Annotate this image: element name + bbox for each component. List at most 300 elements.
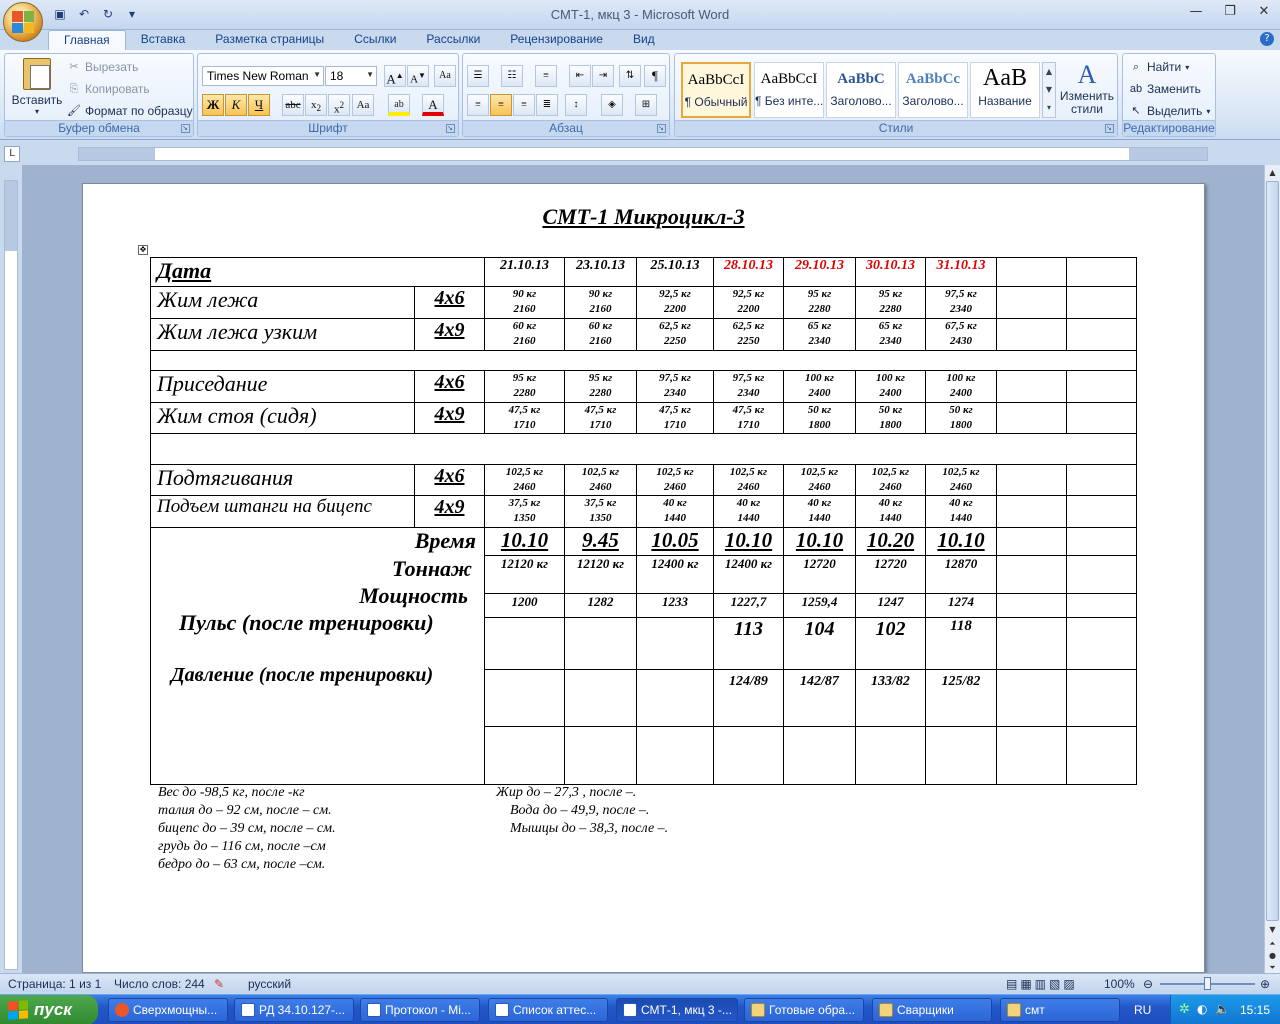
volume-value: 2460 (589, 481, 612, 493)
exercise-result-cell (714, 371, 784, 403)
note-line: бицепс до – 39 см, после – см. (158, 821, 336, 836)
weight-value: 47,5 кг (584, 404, 617, 416)
pulse-cell (637, 618, 714, 670)
volume-value: 2340 (950, 303, 972, 315)
exercise-result-cell (485, 403, 565, 434)
highlight-button[interactable]: ab (388, 94, 410, 116)
weight-value: 60 кг (512, 320, 537, 332)
tab-mailings[interactable]: Рассылки (426, 32, 481, 46)
replace-label: Заменить (1147, 82, 1201, 96)
customize-qat-icon[interactable]: ▾ (128, 7, 136, 21)
strikethrough-button[interactable]: abc (282, 94, 304, 116)
weight-value: 65 кг (878, 320, 903, 332)
help-icon[interactable]: ? (1260, 32, 1274, 46)
dates-row (151, 258, 1137, 287)
exercise-name: Жим стоя (сидя) (151, 403, 415, 434)
empty-cell (714, 727, 784, 785)
justify-button[interactable]: ≣ (536, 94, 558, 116)
note-line: грудь до – 116 см, после –см (158, 839, 326, 854)
style-no-spacing[interactable] (754, 62, 824, 118)
exercise-result-cell (637, 371, 714, 403)
volume-value: 2280 (513, 387, 536, 399)
exercise-result-cell (784, 319, 856, 351)
zoom-level[interactable]: 100% (1104, 977, 1135, 991)
font-size-combo[interactable] (325, 66, 377, 86)
font-group (197, 53, 459, 137)
power-cell: 1227,7 (714, 594, 784, 618)
exercise-result-cell (565, 287, 637, 319)
weight-value: 37,5 кг (508, 497, 541, 509)
tonnage-cell: 12400 кг (714, 556, 784, 594)
zoom-slider-knob[interactable] (1204, 977, 1211, 990)
font-name-combo[interactable] (202, 66, 324, 86)
date-cell: 31.10.13 (926, 258, 997, 287)
weight-value: 100 кг (876, 372, 905, 384)
exercise-result-cell (637, 403, 714, 434)
change-styles-icon: A (1077, 60, 1097, 89)
weight-value: 102,5 кг (656, 466, 694, 478)
scroll-down-icon[interactable]: ▼ (1269, 925, 1276, 934)
volume-value: 1710 (589, 419, 612, 431)
tonnage-cell: 12870 (926, 556, 997, 594)
style-sample: AaBbC (837, 71, 885, 87)
task-label: СМТ-1, мкц 3 -... (641, 1003, 732, 1017)
clock: 15:15 (1239, 1003, 1270, 1017)
taskbar-item[interactable] (234, 998, 354, 1022)
align-center-button[interactable]: ≡ (490, 94, 512, 116)
volume-value: 2430 (950, 335, 972, 347)
weight-value: 97,5 кг (945, 288, 977, 300)
chevron-down-icon: ▼ (366, 70, 374, 79)
volume-value: 2160 (513, 303, 536, 315)
font-color-button[interactable]: A (422, 94, 444, 116)
tab-review[interactable]: Рецензирование (510, 32, 603, 46)
empty-cell (1067, 528, 1137, 556)
empty-cell (926, 727, 997, 785)
date-cell: 25.10.13 (637, 258, 714, 287)
change-case-button[interactable]: Aa (352, 94, 374, 116)
exercise-scheme: 4х9 (415, 496, 485, 528)
empty-cell (485, 727, 565, 785)
exercise-name: Жим лежа узким (151, 319, 415, 351)
font-launcher-icon[interactable]: ↘ (446, 124, 455, 133)
empty-cell (997, 465, 1067, 496)
find-label: Найти (1147, 60, 1182, 74)
empty-cell (1067, 465, 1137, 496)
office-button[interactable] (3, 2, 43, 42)
clear-formatting-button[interactable]: Aa (434, 65, 456, 87)
title-bar (0, 0, 1280, 30)
volume-value: 2250 (737, 335, 760, 347)
weight-value: 62,5 кг (659, 320, 691, 332)
style-heading-1[interactable] (826, 62, 896, 118)
pressure-label: Давление (после тренировки) (171, 664, 434, 686)
note-line: Вода до – 49,9, после –. (510, 803, 650, 818)
styles-scroll[interactable]: ▲ ▼ ▾ (1042, 62, 1056, 118)
weight-value: 65 кг (807, 320, 832, 332)
weight-value: 50 кг (878, 404, 903, 416)
weight-value: 50 кг (949, 404, 973, 416)
taskbar-item-active[interactable] (616, 998, 738, 1022)
vertical-scrollbar[interactable] (1264, 165, 1280, 973)
exercise-scheme: 4х9 (415, 403, 485, 434)
paste-label: Вставить (11, 93, 63, 107)
grow-font-button[interactable]: A▲ (384, 65, 406, 87)
empty-cell (856, 727, 926, 785)
align-left-button[interactable]: ≡ (467, 94, 489, 116)
tab-selector[interactable]: L (4, 146, 20, 162)
empty-cell (997, 528, 1067, 556)
taskbar-item[interactable] (744, 998, 864, 1022)
undo-icon[interactable]: ↶ (78, 7, 90, 21)
exercise-result-cell (565, 371, 637, 403)
empty-cell (565, 727, 637, 785)
zoom-out-icon[interactable]: ⊖ (1143, 977, 1154, 991)
volume-value: 2400 (950, 387, 972, 399)
volume-value: 2340 (664, 387, 686, 399)
weight-value: 50 кг (807, 404, 832, 416)
align-right-button[interactable]: ≡ (513, 94, 535, 116)
exercise-result-cell (856, 496, 926, 528)
note-line: талия до – 92 см, после – см. (158, 803, 332, 818)
style-sample: AaBbCcI (760, 71, 818, 87)
folder-icon (879, 1003, 893, 1017)
task-label: Сварщики (897, 1003, 954, 1017)
volume-value: 2200 (737, 303, 760, 315)
power-cell: 1200 (485, 594, 565, 618)
exercise-name: Подтягивания (151, 465, 415, 496)
task-label: РД 34.10.127-... (259, 1003, 346, 1017)
weight-value: 102,5 кг (581, 466, 620, 478)
empty-cell (997, 670, 1067, 727)
exercise-result-cell (714, 465, 784, 496)
minimize-icon[interactable]: — (1189, 4, 1203, 19)
empty-cell (1067, 496, 1137, 528)
spacer-row (151, 434, 1137, 465)
exercise-result-cell (565, 319, 637, 351)
exercise-result-cell (926, 465, 997, 496)
pressure-cell: 142/87 (784, 670, 856, 727)
exercise-result-cell (784, 371, 856, 403)
weight-value: 40 кг (949, 497, 973, 509)
weight-value: 92,5 кг (732, 288, 765, 300)
tab-insert[interactable]: Вставка (140, 32, 186, 46)
weight-value: 47,5 кг (508, 404, 541, 416)
language[interactable]: русский (248, 977, 292, 991)
time-cell: 10.10 (714, 528, 784, 556)
task-label: Сверхмощны... (133, 1003, 218, 1017)
style-sample: AaBbCc (905, 71, 961, 87)
office-logo-icon (12, 11, 34, 33)
clipboard-launcher-icon[interactable]: ↘ (181, 124, 190, 133)
volume-value: 2160 (589, 335, 612, 347)
exercise-row (151, 287, 1137, 319)
tonnage-cell: 12120 кг (485, 556, 565, 594)
date-cell: 29.10.13 (784, 258, 856, 287)
empty-cell (997, 496, 1067, 528)
pressure-cell: 133/82 (856, 670, 926, 727)
style-normal[interactable] (681, 62, 751, 118)
empty-cell (997, 371, 1067, 403)
show-marks-button[interactable]: ¶ (644, 65, 666, 87)
format-painter-button[interactable] (67, 104, 193, 118)
weight-value: 97,5 кг (659, 372, 691, 384)
superscript-button[interactable]: $x^2$ (328, 94, 350, 116)
volume-value: 2400 (879, 387, 902, 399)
start-label: пуск (34, 1000, 72, 1019)
exercise-result-cell (565, 465, 637, 496)
font-name-value: Times New Roman (207, 69, 309, 83)
weight-value: 62,5 кг (732, 320, 765, 332)
styles-group (674, 53, 1118, 137)
save-icon[interactable]: ▣ (54, 7, 66, 21)
find-button[interactable]: ⌕ Найти ▾ (1129, 60, 1189, 74)
tab-home[interactable]: Главная (48, 30, 126, 50)
bold-button[interactable]: Ж (202, 94, 224, 116)
language-indicator[interactable]: RU (1134, 1003, 1152, 1017)
pressure-cell: 125/82 (926, 670, 997, 727)
time-cell: 10.10 (784, 528, 856, 556)
shrink-font-button[interactable]: A▼ (407, 65, 429, 87)
style-title[interactable] (970, 62, 1040, 118)
next-page-icon[interactable]: ⏷ (1269, 963, 1276, 972)
paragraph-group-label: Абзац (463, 120, 669, 136)
zoom-in-icon[interactable]: ⊕ (1260, 977, 1271, 991)
weight-value: 37,5 кг (584, 497, 617, 509)
copy-label: Копировать (85, 82, 150, 96)
tray-app-icon[interactable]: ✲ (1179, 1002, 1190, 1017)
start-button[interactable] (0, 995, 98, 1024)
close-icon[interactable]: ✕ (1258, 4, 1270, 19)
table-move-handle-icon[interactable]: ✥ (139, 245, 147, 254)
exercise-result-cell (856, 403, 926, 434)
tray-network-icon[interactable]: ◐ (1197, 1002, 1208, 1016)
cut-button[interactable] (67, 60, 138, 74)
taskbar-item[interactable] (872, 998, 992, 1022)
proofing-icon[interactable]: ✎ (214, 977, 225, 991)
styles-launcher-icon[interactable]: ↘ (1105, 124, 1114, 133)
exercise-result-cell (565, 496, 637, 528)
empty-cell (997, 727, 1067, 785)
power-cell: 1247 (856, 594, 926, 618)
exercise-group (151, 371, 1137, 434)
word-count[interactable]: Число слов: 244 (114, 977, 205, 991)
time-row (151, 528, 1137, 556)
weight-value: 60 кг (588, 320, 613, 332)
tab-references[interactable]: Ссылки (354, 32, 397, 46)
style-name: ¶ Обычный (684, 95, 748, 109)
weight-value: 102,5 кг (505, 466, 544, 478)
style-sample: AaBbCcI (687, 72, 745, 88)
taskbar-item[interactable] (1000, 998, 1120, 1022)
paste-icon (23, 58, 51, 90)
empty-cell (1067, 319, 1137, 351)
empty-cell (1067, 556, 1137, 594)
empty-cell (997, 258, 1067, 287)
empty-cell (637, 727, 714, 785)
borders-button[interactable]: ⊞ (635, 94, 657, 116)
empty-cell (1067, 618, 1137, 670)
exercise-scheme: 4х9 (415, 319, 485, 351)
taskbar-item[interactable] (108, 998, 228, 1022)
volume-icon[interactable]: 🔈 (1215, 1002, 1230, 1016)
paragraph-launcher-icon[interactable]: ↘ (657, 124, 666, 133)
horizontal-ruler[interactable] (78, 147, 1208, 161)
exercise-row (151, 319, 1137, 351)
empty-cell (1067, 727, 1137, 785)
time-cell: 10.20 (856, 528, 926, 556)
exercise-result-cell (485, 319, 565, 351)
exercise-name: Приседание (151, 371, 415, 403)
paste-button[interactable]: Вставить ▾ (9, 58, 65, 116)
exercise-result-cell (714, 403, 784, 434)
font-group-label: Шрифт (198, 120, 458, 136)
volume-value: 2280 (879, 303, 902, 315)
editing-group-label: Редактирование (1123, 121, 1215, 135)
exercise-result-cell (856, 465, 926, 496)
empty-cell (997, 319, 1067, 351)
date-cell: 28.10.13 (714, 258, 784, 287)
spacer-cell (151, 434, 1137, 465)
ribbon-tabs (48, 30, 670, 50)
empty-cell (997, 618, 1067, 670)
weight-value: 102,5 кг (800, 466, 839, 478)
shading-button[interactable]: ◈ (601, 94, 623, 116)
power-label: Мощность (359, 583, 468, 608)
volume-value: 1800 (879, 419, 902, 431)
exercise-result-cell (637, 287, 714, 319)
ribbon (0, 50, 1280, 140)
page-count[interactable]: Страница: 1 из 1 (8, 977, 102, 991)
subscript-button[interactable]: $x_2$ (305, 94, 327, 116)
exercise-name: Подъем штанги на бицепс (151, 496, 415, 528)
empty-cell (997, 287, 1067, 319)
weight-value: 100 кг (946, 372, 976, 384)
empty-cell (1067, 403, 1137, 434)
taskbar-item[interactable] (488, 998, 608, 1022)
task-label: смт (1025, 1003, 1045, 1017)
style-heading-2[interactable] (898, 62, 968, 118)
select-label: Выделить (1147, 104, 1203, 118)
style-name: Заголово... (902, 94, 964, 108)
weight-value: 95 кг (512, 372, 537, 384)
volume-value: 2460 (950, 481, 972, 493)
volume-value: 1440 (737, 512, 760, 524)
pulse-cell: 113 (714, 618, 784, 670)
decrease-indent-button[interactable]: ⇤ (569, 65, 591, 87)
bullets-button[interactable]: ☰ (467, 65, 489, 87)
time-cell: 10.10 (485, 528, 565, 556)
volume-value: 2340 (808, 335, 831, 347)
volume-value: 1710 (737, 419, 760, 431)
spacer-row (151, 351, 1137, 371)
volume-value: 1710 (513, 419, 536, 431)
weight-value: 90 кг (588, 288, 613, 300)
multilevel-list-button[interactable]: ≡ (535, 65, 557, 87)
weight-value: 102,5 кг (871, 466, 910, 478)
time-label: Время (414, 528, 476, 553)
empty-cell (1067, 287, 1137, 319)
exercise-result-cell (637, 319, 714, 351)
line-spacing-button[interactable]: ↕ (565, 94, 587, 116)
firefox-icon (115, 1003, 129, 1017)
volume-value: 2250 (664, 335, 686, 347)
exercise-result-cell (637, 465, 714, 496)
training-table (150, 257, 1137, 785)
notes-right (496, 784, 668, 838)
status-bar (0, 973, 1280, 993)
exercise-result-cell (485, 371, 565, 403)
pressure-cell (485, 670, 565, 727)
volume-value: 2200 (664, 303, 686, 315)
maximize-icon[interactable]: ❐ (1224, 4, 1236, 19)
paragraph-group (462, 53, 670, 137)
word-doc-icon (367, 1003, 381, 1017)
tab-page-layout[interactable]: Разметка страницы (215, 32, 325, 46)
view-buttons[interactable]: ▤▦▥▧▨ (1006, 977, 1078, 991)
windows-logo-icon (8, 1000, 28, 1019)
exercise-scheme: 4х6 (415, 371, 485, 403)
pulse-cell: 118 (926, 618, 997, 670)
exercise-row (151, 496, 1137, 528)
task-label: Готовые обра... (769, 1003, 856, 1017)
exercise-name: Жим лежа (151, 287, 415, 319)
exercise-result-cell (926, 371, 997, 403)
power-cell: 1233 (637, 594, 714, 618)
style-name: ¶ Без инте... (755, 94, 823, 108)
tab-view[interactable]: Вид (632, 32, 655, 46)
exercise-row (151, 465, 1137, 496)
scroll-thumb[interactable] (1266, 181, 1279, 921)
style-name: Заголово... (830, 94, 892, 108)
note-line: Вес до -98,5 кг, после -кг (158, 785, 305, 800)
redo-icon[interactable]: ↻ (102, 7, 114, 21)
styles-group-label: Стили (675, 120, 1117, 136)
change-styles-button[interactable] (1059, 60, 1115, 116)
increase-indent-button[interactable]: ⇥ (592, 65, 614, 87)
tonnage-cell: 12720 (784, 556, 856, 594)
empty-cell (997, 556, 1067, 594)
tonnage-label: Тоннаж (391, 556, 472, 581)
exercise-result-cell (714, 319, 784, 351)
numbering-button[interactable]: ☷ (501, 65, 523, 87)
weight-value: 40 кг (807, 497, 832, 509)
taskbar (0, 994, 1280, 1024)
select-button[interactable]: ↖ Выделить ▾ (1129, 104, 1210, 118)
task-label: Протокол - Mi... (385, 1003, 471, 1017)
pulse-cell (565, 618, 637, 670)
prev-page-icon[interactable]: ⏶ (1269, 939, 1276, 948)
tonnage-cell: 12120 кг (565, 556, 637, 594)
scroll-up-icon[interactable]: ▲ (1269, 168, 1276, 177)
italic-button[interactable]: К (225, 94, 247, 116)
taskbar-item[interactable] (360, 998, 480, 1022)
volume-value: 1800 (950, 419, 972, 431)
volume-value: 2460 (664, 481, 686, 493)
empty-cell (997, 594, 1067, 618)
tonnage-cell: 12720 (856, 556, 926, 594)
sort-button[interactable]: ⇅ (619, 65, 641, 87)
browse-object-icon[interactable]: ● (1269, 951, 1276, 960)
weight-value: 67,5 кг (945, 320, 977, 332)
vertical-ruler[interactable] (4, 180, 18, 970)
replace-button[interactable] (1129, 82, 1201, 96)
pressure-cell: 124/89 (714, 670, 784, 727)
exercise-result-cell (784, 403, 856, 434)
clipboard-group-label: Буфер обмена (5, 120, 193, 136)
copy-button[interactable] (67, 82, 150, 96)
underline-button[interactable]: Ч (248, 94, 270, 116)
